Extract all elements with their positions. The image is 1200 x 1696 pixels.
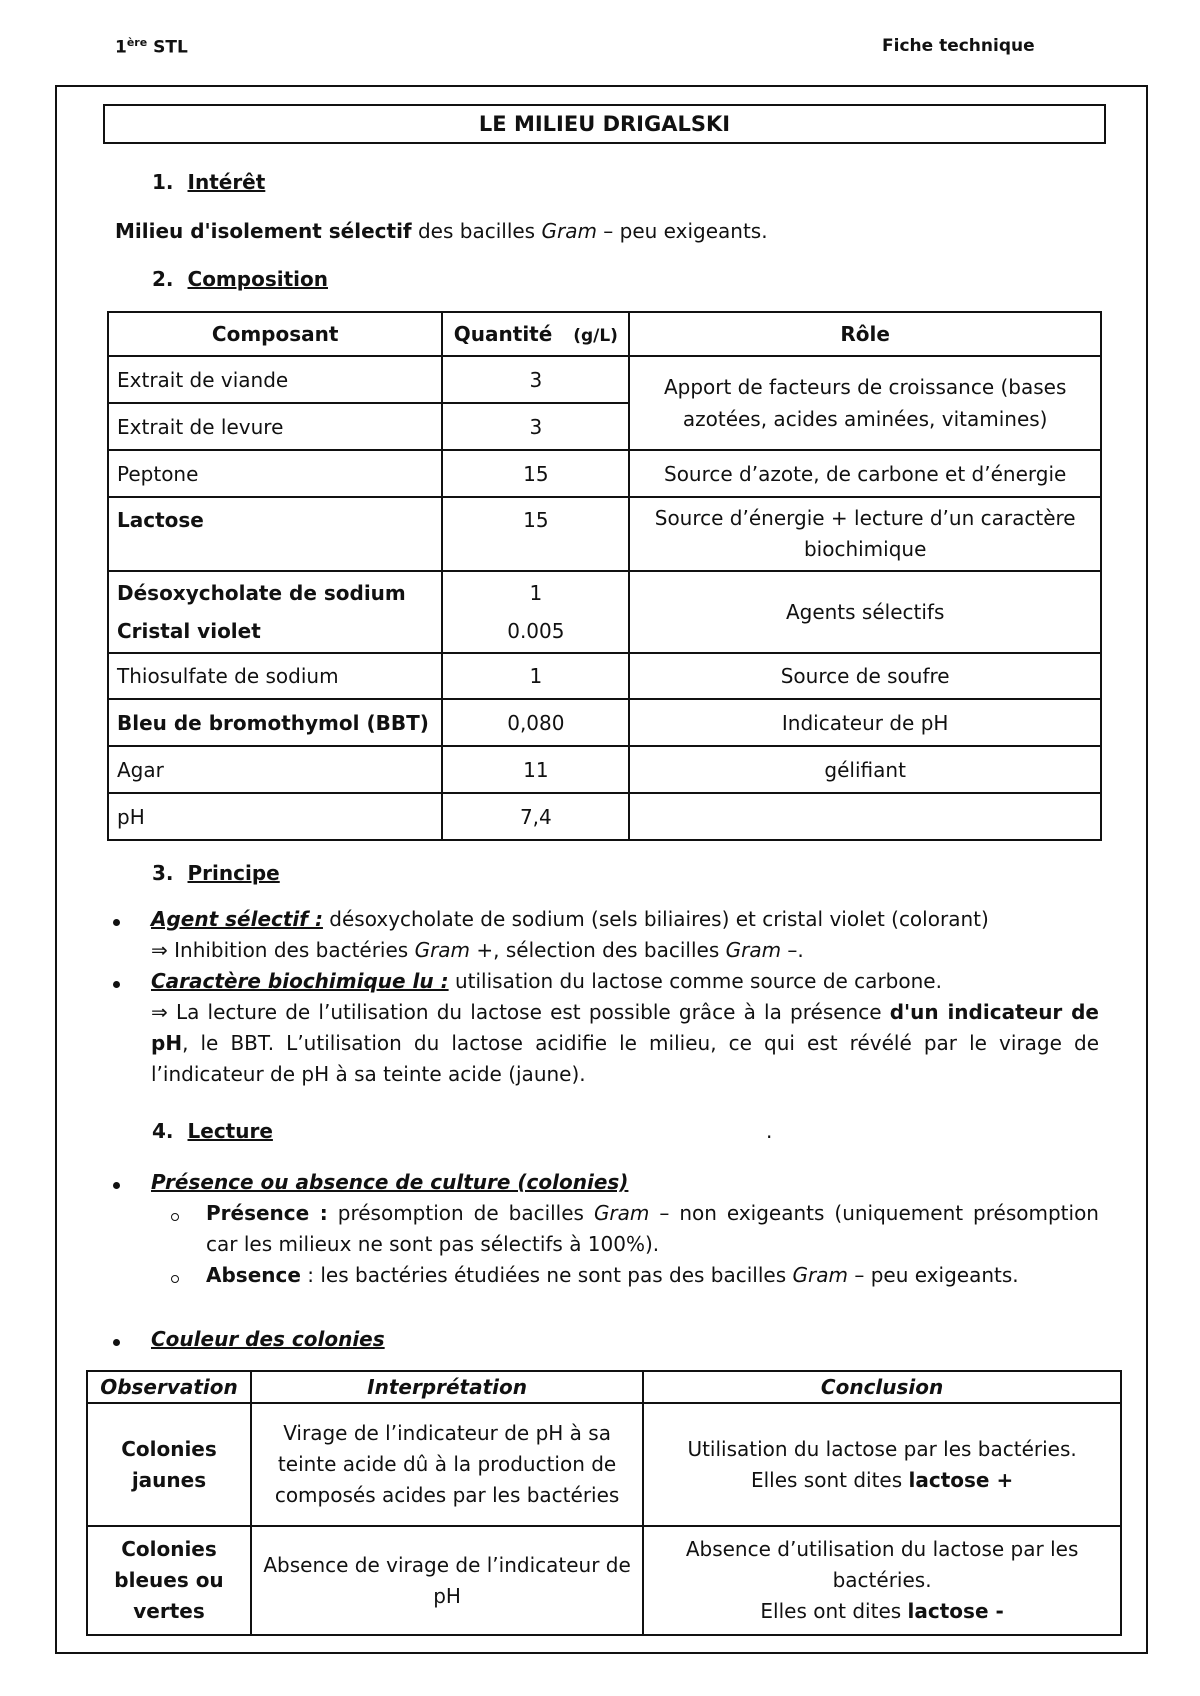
- stray-dot: .: [766, 1119, 773, 1143]
- colonies-color-table: [86, 1370, 1122, 1636]
- table-header-row: [87, 1371, 1121, 1403]
- col-header-interpretation: Interprétation: [251, 1371, 643, 1403]
- bullet-dot: [113, 1339, 120, 1346]
- composition-table: [107, 311, 1102, 841]
- section-lecture-heading: 4. Lecture: [152, 1119, 273, 1143]
- table-row: Thiosulfate de sodium 1 Source de soufre: [108, 653, 1101, 699]
- lecture-bullet-presence-absence: Présence ou absence de culture (colonies): [151, 1170, 629, 1194]
- table-row: Lactose 15 Source d’énergie + lecture d’un caractère biochimique: [108, 497, 1101, 571]
- bullet-dot: [113, 1182, 120, 1189]
- table-row: Peptone 15 Source d’azote, de carbone et d’énergie: [108, 450, 1101, 497]
- principe-bullet-caractere: Caractère biochimique lu : utilisation du lactose comme source de carbone. ⇒ La lecture de l’utilisation du lactose est possible grâce à la présence d'un indicateur de pH, le BBT. L’utilisation du lactose acidifie le milieu, ce qui est révélé par le virage de l’indicateur de pH à sa teinte acide (jaune).: [151, 969, 1099, 1086]
- principe-bullet-agent-selectif: Agent sélectif : désoxycholate de sodium (sels biliaires) et cristal violet (colorant) ⇒ Inhibition des bactéries Gram +, sélection des bacilles Gram –.: [151, 907, 989, 962]
- col-header-quantite: Quantité (g/L): [442, 312, 629, 356]
- table-row: Bleu de bromothymol (BBT) 0,080 Indicateur de pH: [108, 699, 1101, 746]
- table-row: Extrait de viande 3 Apport de facteurs de croissance (bases azotées, acides aminées, vitamines): [108, 356, 1101, 403]
- table-row: Colonies jaunes Virage de l’indicateur de pH à sa teinte acide dû à la production de composés acides par les bactéries Utilisation du lactose par les bactéries. Elles sont dites lactose +: [87, 1403, 1121, 1526]
- table-header-row: [108, 312, 1101, 356]
- section-principe-heading: 3. Principe: [152, 861, 280, 885]
- bullet-dot: [113, 981, 120, 988]
- interet-text: Milieu d'isolement sélectif des bacilles Gram – peu exigeants.: [115, 219, 768, 243]
- table-row: pH 7,4: [108, 793, 1101, 840]
- table-row: Colonies bleues ou vertes Absence de virage de l’indicateur de pH Absence d’utilisation du lactose par les bactéries. Elles ont dites lactose -: [87, 1526, 1121, 1635]
- lecture-bullet-couleur: Couleur des colonies: [151, 1327, 385, 1351]
- table-row: Agar 11 gélifiant: [108, 746, 1101, 793]
- col-header-role: Rôle: [629, 312, 1101, 356]
- section-composition-heading: 2. Composition: [152, 267, 328, 291]
- lecture-sub-presence: Présence : présomption de bacilles Gram – non exigeants (uniquement présomption car les milieux ne sont pas sélectifs à 100%).: [206, 1201, 1099, 1256]
- table-row: Extrait de levure 3: [108, 403, 1101, 450]
- bullet-dot: [113, 919, 120, 926]
- sub-bullet-circle: [171, 1275, 179, 1283]
- lecture-sub-absence: Absence : les bactéries étudiées ne sont pas des bacilles Gram – peu exigeants.: [206, 1263, 1019, 1287]
- page-title: LE MILIEU DRIGALSKI: [103, 104, 1106, 144]
- level-label: 1ère STL: [115, 36, 188, 58]
- table-row: Désoxycholate de sodium Cristal violet 1 0.005 Agents sélectifs: [108, 571, 1101, 653]
- col-header-observation: Observation: [87, 1371, 251, 1403]
- col-header-conclusion: Conclusion: [643, 1371, 1121, 1403]
- sub-bullet-circle: [171, 1213, 179, 1221]
- doc-type-label: Fiche technique: [882, 36, 1035, 56]
- col-header-composant: Composant: [108, 312, 442, 356]
- section-interet-heading: 1. Intérêt: [152, 170, 266, 194]
